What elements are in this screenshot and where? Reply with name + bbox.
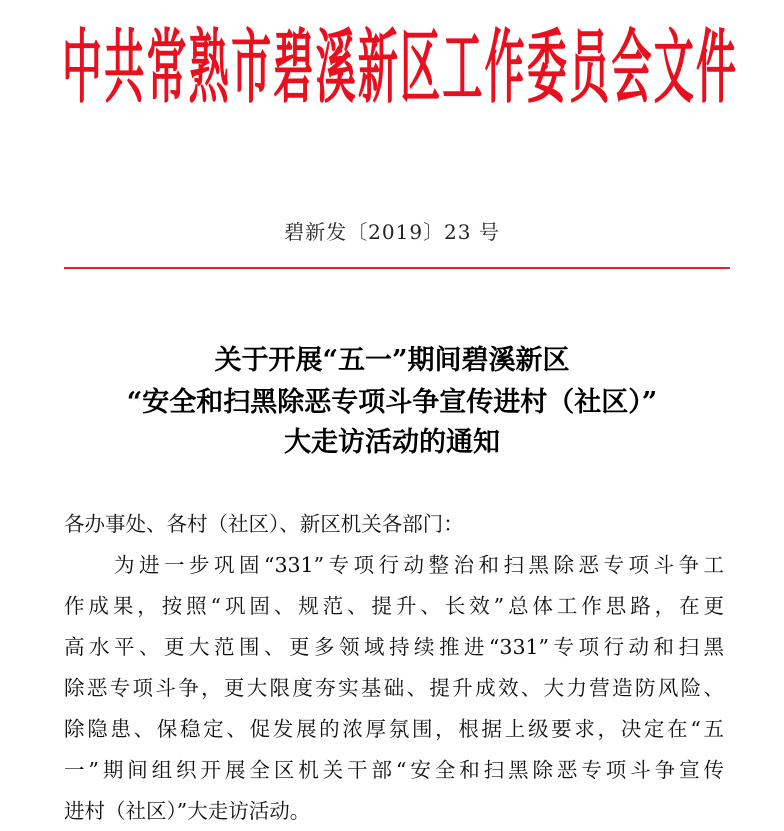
paragraph-line: 进村（社区）”大走访活动。: [64, 799, 311, 823]
document-title-line-3: 大走访活动的通知: [284, 427, 500, 458]
header-character: 员: [569, 23, 610, 115]
document-header-title: [62, 24, 736, 114]
header-character: 碧: [273, 23, 314, 115]
document-title-line-2: “安全和扫黑除恶专项斗争宣传进村（社区）”: [126, 387, 658, 418]
paragraph-line: 为进一步巩固“331”专项行动整治和扫黑除恶专项斗争工: [64, 553, 724, 577]
paragraph-line: 作成果，按照“巩固、规范、提升、长效”总体工作思路，在更: [64, 594, 724, 618]
header-character: 溪: [315, 23, 356, 115]
header-character: 作: [484, 23, 525, 115]
red-divider-line: [64, 267, 730, 269]
header-character: 工: [442, 23, 483, 115]
header-character: 件: [695, 23, 736, 115]
header-character: 会: [611, 23, 652, 115]
header-character: 共: [104, 23, 145, 115]
salutation: 各办事处、各村（社区）、新区机关各部门：: [64, 512, 464, 536]
header-character: 市: [231, 23, 272, 115]
header-character: 区: [400, 23, 441, 115]
header-character: 文: [653, 23, 694, 115]
document-title-line-1: 关于开展“五一”期间碧溪新区: [214, 345, 570, 376]
paragraph-line: 一”期间组织开展全区机关干部“安全和扫黑除恶专项斗争宣传: [64, 758, 724, 782]
header-character: 中: [62, 23, 102, 115]
paragraph-line: 除隐患、保稳定、促发展的浓厚氛围，根据上级要求，决定在“五: [64, 717, 724, 741]
paragraph-line: 高水平、更大范围、更多领域持续推进“331”专项行动和扫黑: [64, 635, 724, 659]
header-character: 熟: [188, 23, 229, 115]
paragraph-line: 除恶专项斗争，更大限度夯实基础、提升成效、大力营造防风险、: [64, 676, 724, 700]
header-character: 新: [357, 23, 398, 115]
header-character: 委: [526, 23, 567, 115]
header-character: 常: [146, 23, 187, 115]
document-number: 碧新发〔2019〕23 号: [284, 220, 500, 244]
